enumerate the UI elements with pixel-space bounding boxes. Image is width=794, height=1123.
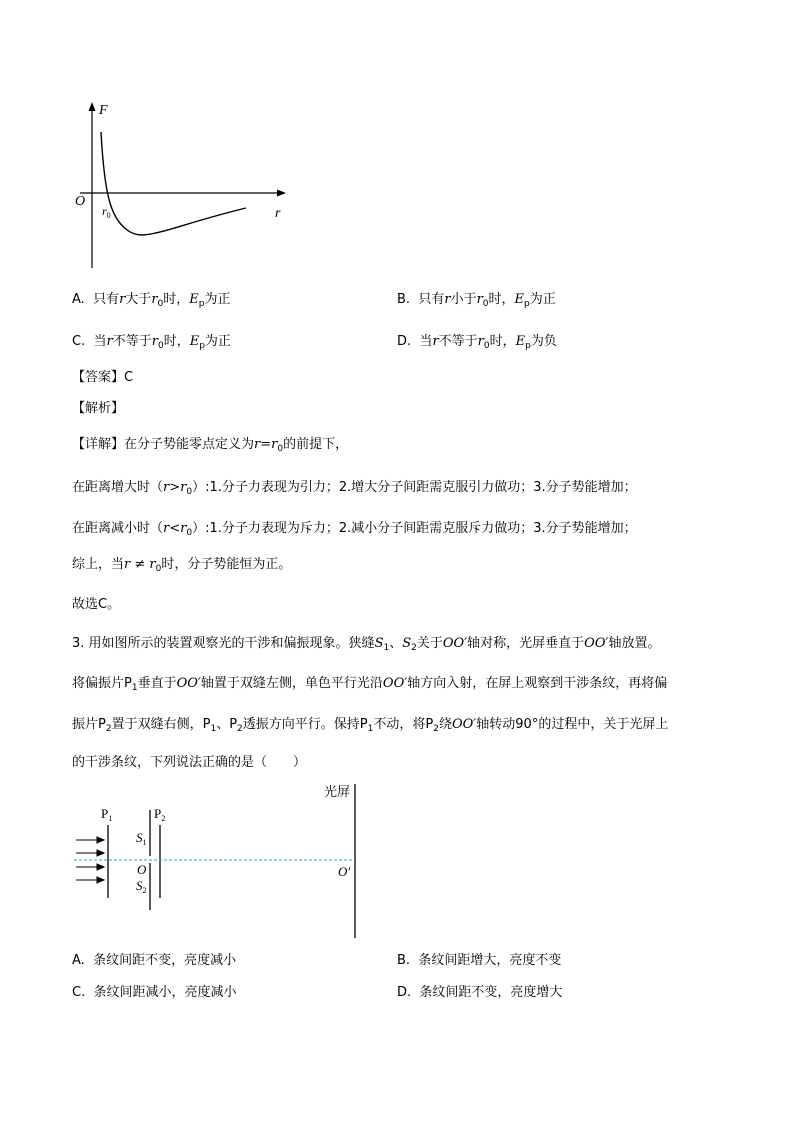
p1-label: $P_1$: [101, 806, 113, 823]
q2-option-a: A. 只有r大于$r_0$时，$E_p$为正: [72, 292, 231, 309]
double-slit-diagram: [70, 780, 370, 942]
detail-line-3: 在距离减小时$(r<r_0):1$.分子力表现为斥力；2.减小分子间距需克服斥力做功；3.分子势能增加；: [72, 521, 637, 538]
detail-line-5: 故选C。: [72, 597, 121, 612]
q3-option-d: D. 条纹间距不变，亮度增大: [397, 985, 563, 1000]
q3-option-c: C. 条纹间距减小，亮度减小: [72, 985, 237, 1000]
q3-line-2: 将偏振片$P_1$垂直于OO′轴置于双缝左侧，单色平行光沿OO′轴方向入射，在屏上观察到干涉条纹，再将偏: [72, 676, 668, 693]
q2-option-c: C. 当r不等于$r_0$时，$E_p$为正: [72, 334, 231, 351]
q3-line-4: 的干涉条纹，下列说法正确的是（ ）: [72, 755, 307, 770]
q3-line-3: 振片$P_2$置于双缝右侧，$P_1$、$P_2$透振方向平行。保持$P_1$不动，将$P_2$绕OO′轴转动90°的过程中，关于光屏上: [72, 717, 669, 734]
force-distance-graph: [70, 98, 290, 270]
detail-line-1: 【详解】在分子势能零点定义为$r=r_0$的前提下，: [72, 437, 349, 454]
answer-line: [72, 369, 133, 387]
answer-label: 【答案】: [72, 370, 125, 385]
q3-option-a: A. 条纹间距不变，亮度减小: [72, 953, 237, 968]
detail-line-2: 在距离增大时$(r>r_0):1$.分子力表现为引力；2.增大分子间距需克服引力做功；3.分子势能增加；: [72, 480, 637, 497]
axis-label-r: r: [275, 206, 281, 221]
force-curve: [101, 132, 246, 235]
q3-option-b: B. 条纹间距增大，亮度不变: [397, 953, 562, 968]
answer-value: C: [124, 370, 134, 385]
analysis-label: 【解析】: [72, 401, 125, 416]
s2-label: $S_2$: [136, 878, 147, 895]
screen-label: 光屏: [324, 784, 351, 799]
origin-label: O: [75, 194, 86, 209]
q3-line-1: 3. 用如图所示的装置观察光的干涉和偏振现象。狭缝$S_1$、$S_2$关于OO′轴对称，光屏垂直于OO′轴放置。: [72, 636, 661, 653]
r0-label: $r_0$: [102, 204, 111, 220]
o-label: O: [137, 862, 147, 877]
q2-option-d: D. 当r不等于$r_0$时，$E_p$为负: [397, 334, 557, 351]
q2-option-b: B. 只有r小于$r_0$时，$E_p$为正: [397, 292, 556, 309]
detail-line-4: 综上，当$r \ne r_0$时，分子势能恒为正。: [72, 557, 292, 574]
o-prime-label: O′: [338, 864, 351, 879]
x-axis-arrow: [277, 190, 286, 197]
p2-label: $P_2$: [154, 806, 166, 823]
s1-label: $S_1$: [136, 830, 147, 847]
axis-label-f: F: [99, 103, 108, 118]
y-axis-arrow: [89, 102, 96, 111]
